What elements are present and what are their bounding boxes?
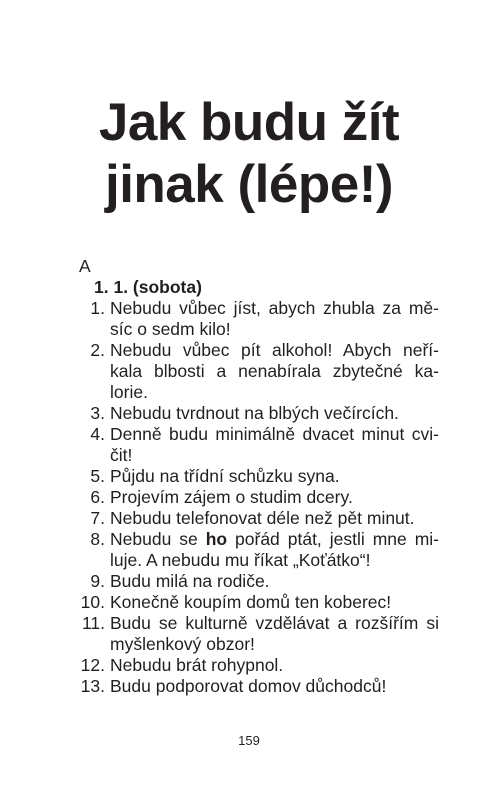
list-item bbox=[79, 655, 439, 676]
emphasis-text: ho bbox=[205, 529, 228, 549]
item-text-line: Budu se kulturně vzdělávat a rozšířím si bbox=[110, 613, 439, 633]
item-number: 13. bbox=[80, 676, 105, 696]
list-item bbox=[79, 298, 439, 340]
list-item bbox=[79, 613, 439, 655]
item-text-line: Budu podporovat domov důchodců! bbox=[110, 676, 387, 696]
item-text-part: Nebudu se bbox=[110, 529, 206, 549]
item-text-line: luje. A nebudu mu říkat „Koťátko“! bbox=[110, 550, 371, 570]
item-text-line: Budu milá na rodiče. bbox=[110, 571, 270, 591]
item-text-line: Konečně koupím domů ten koberec! bbox=[110, 592, 392, 612]
item-text-line: Nebudu vůbec jíst, abych zhubla za mě- bbox=[110, 298, 439, 318]
item-text-line: Projevím zájem o studim dcery. bbox=[110, 487, 353, 507]
item-text-line: Nebudu telefonovat déle než pět minut. bbox=[110, 508, 415, 528]
title-line-2: jinak (lépe!) bbox=[104, 155, 393, 214]
item-text-part: pořád ptát, jestli mne mi- bbox=[227, 529, 439, 549]
item-text-line: Nebudu vůbec pít alkohol! Abych neří- bbox=[110, 340, 439, 360]
item-text-line: síc o sedm kilo! bbox=[110, 319, 231, 339]
item-number: 9. bbox=[90, 571, 105, 591]
item-number: 1. bbox=[90, 298, 105, 318]
item-number: 10. bbox=[80, 592, 105, 612]
list-item bbox=[79, 487, 439, 508]
item-text-line: lorie. bbox=[110, 382, 148, 402]
section-letter: A bbox=[79, 256, 91, 276]
item-text-line: kala blbosti a nenabírala zbytečné ka- bbox=[110, 361, 439, 381]
item-number: 11. bbox=[81, 613, 105, 633]
list-item bbox=[79, 508, 439, 529]
item-number: 7. bbox=[90, 508, 105, 528]
list-item bbox=[79, 592, 439, 613]
date-heading: 1. 1. (sobota) bbox=[94, 277, 202, 297]
list-item bbox=[79, 571, 439, 592]
item-text-line bbox=[110, 529, 439, 550]
item-text-line: Nebudu tvrdnout na blbých večírcích. bbox=[110, 403, 399, 423]
item-text-line: čit! bbox=[110, 445, 133, 465]
item-number: 5. bbox=[90, 466, 105, 486]
title-line-1: Jak budu žít bbox=[98, 93, 400, 152]
list-item bbox=[79, 676, 439, 697]
item-text-line: Půjdu na třídní schůzku syna. bbox=[110, 466, 340, 486]
list-item bbox=[79, 424, 439, 466]
item-text-line: Denně budu minimálně dvacet minut cvi- bbox=[110, 424, 439, 444]
item-number: 2. bbox=[90, 340, 105, 360]
item-number: 12. bbox=[80, 655, 105, 675]
item-number: 3. bbox=[90, 403, 105, 423]
item-text-line: myšlenkový obzor! bbox=[110, 634, 255, 654]
page-number: 159 bbox=[238, 733, 260, 748]
item-number: 6. bbox=[90, 487, 105, 507]
list-item bbox=[79, 529, 439, 571]
page-title bbox=[0, 92, 498, 216]
list-item bbox=[79, 340, 439, 403]
item-number: 8. bbox=[90, 529, 105, 549]
item-text-line: Nebudu brát rohypnol. bbox=[110, 655, 284, 675]
item-number: 4. bbox=[90, 424, 105, 444]
list-item bbox=[79, 403, 439, 424]
list-item bbox=[79, 466, 439, 487]
resolution-list bbox=[79, 277, 439, 697]
